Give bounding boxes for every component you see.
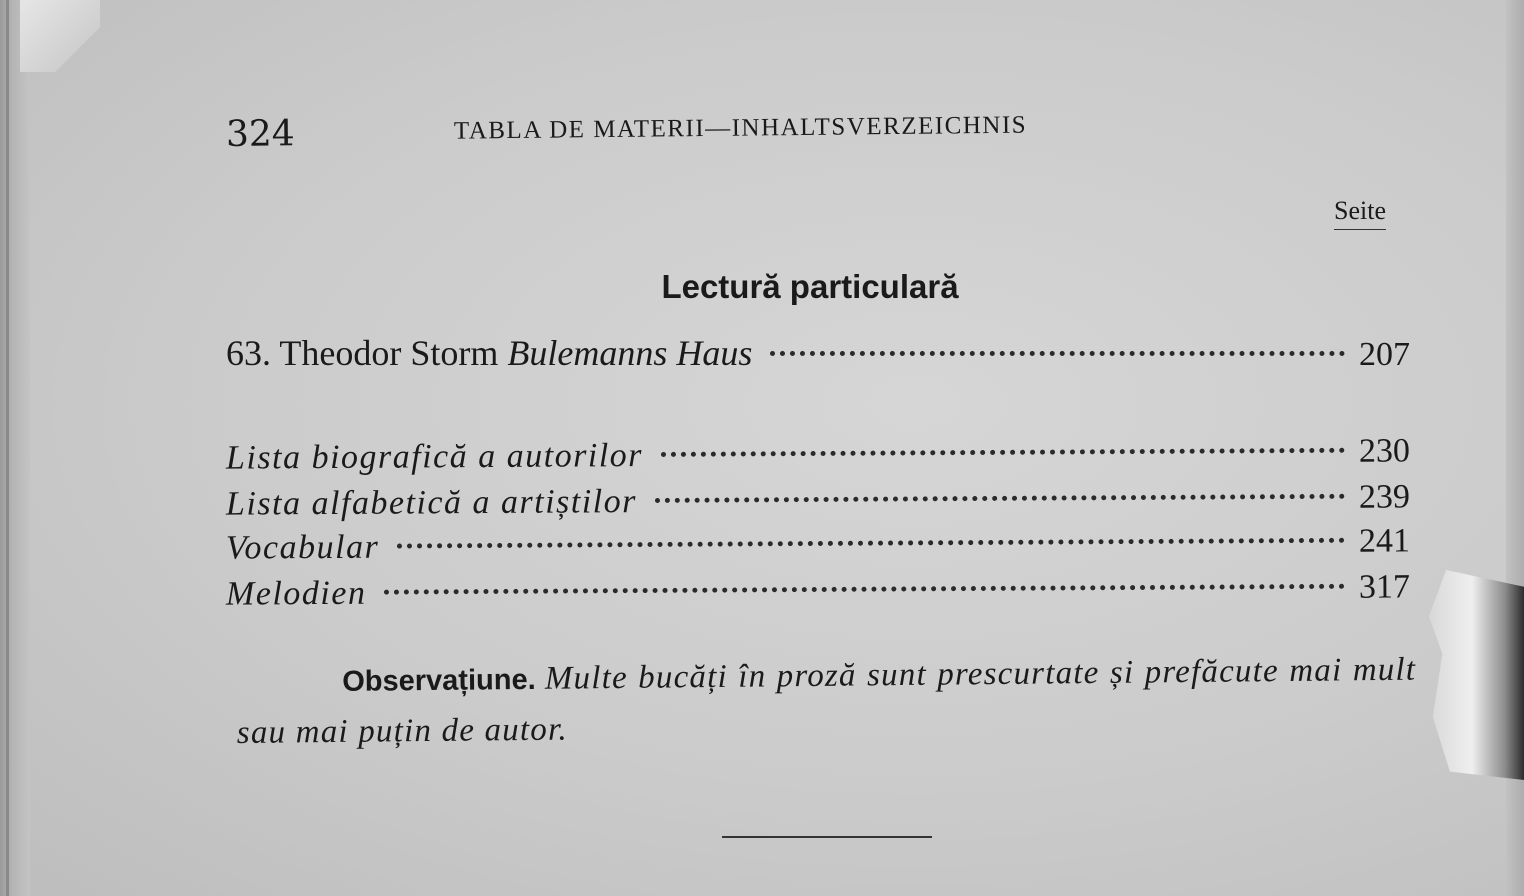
- toc-entry-melodies: [226, 568, 1410, 619]
- entry-title: Bulemanns Haus: [507, 333, 753, 373]
- entry-page-number: 241: [1358, 522, 1411, 560]
- entry-page-number: 239: [1358, 478, 1411, 516]
- entry-number: 63.: [226, 333, 271, 373]
- page-number: 324: [225, 113, 295, 155]
- dot-leader: [384, 584, 1345, 595]
- entry-label: Lista biografică a autorilor: [225, 437, 644, 477]
- dot-leader: [661, 448, 1345, 457]
- observation-text: Multe bucăți în proză sunt prescurtate și prefăcute mai mult sau mai puțin de autor.: [236, 651, 1417, 751]
- running-head: [226, 102, 1226, 156]
- entry-label: Vocabular: [225, 528, 380, 567]
- closing-rule: [722, 836, 932, 838]
- dot-leader: [397, 538, 1345, 549]
- entry-page-number: 207: [1359, 336, 1410, 373]
- entry-page-number: 230: [1358, 432, 1411, 470]
- running-title: TABLA DE MATERII—INHALTSVERZEICHNIS: [453, 111, 1028, 145]
- observation-note: [236, 645, 1417, 758]
- entry-label: Melodien: [225, 574, 367, 613]
- entry-author: Theodor Storm: [279, 333, 499, 373]
- entry-page-number: 317: [1358, 568, 1411, 606]
- binding-edge: [0, 0, 30, 896]
- section-heading: Lectură particulară: [661, 268, 959, 305]
- observation-label: Observațiune.: [342, 663, 536, 698]
- folded-corner: [20, 0, 100, 72]
- entry-label: Lista alfabetică a artiștilor: [225, 483, 638, 523]
- torn-paper-edge: [1429, 570, 1524, 780]
- page-column-label: Seite: [1334, 196, 1386, 230]
- toc-entry-biographical-list: [226, 432, 1410, 483]
- dot-leader: [655, 494, 1345, 503]
- toc-entry-vocabulary: [226, 522, 1410, 573]
- toc-entry-storm: [226, 332, 1410, 376]
- dot-leader: [770, 351, 1345, 356]
- toc-entry-label: [226, 332, 752, 374]
- toc-entry-alphabetical-list: [226, 478, 1410, 529]
